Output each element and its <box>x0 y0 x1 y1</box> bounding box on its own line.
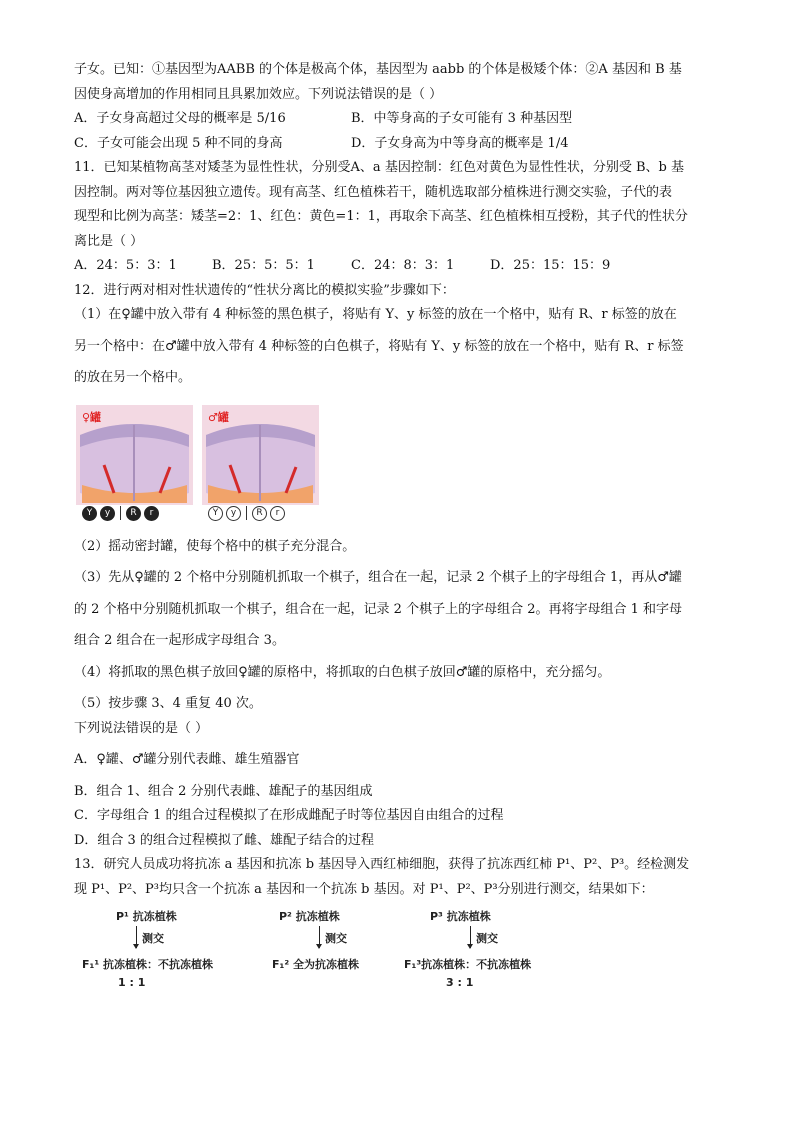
chip-row <box>208 506 285 521</box>
f1-ratio: 1 : 1 <box>118 976 146 989</box>
black-chip: y <box>100 506 115 521</box>
test-cross-diagram <box>74 908 734 1000</box>
p2-label: P² 抗冻植株 <box>279 910 340 923</box>
text-line: （4）将抓取的黑色棋子放回♀罐的原格中，将抓取的白色棋子放回♂罐的原格中，充分摇匀。 <box>74 664 611 680</box>
option-c: C．字母组合 1 的组合过程模拟了在形成雌配子时等位基因自由组合的过程 <box>74 808 504 823</box>
male-jar-image <box>202 405 319 523</box>
option-b: B．中等身高的子女可能有 3 种基因型 <box>351 111 573 126</box>
option-a: A．24：5：3：1 <box>74 258 177 273</box>
down-arrow-icon <box>470 926 471 948</box>
black-chip: r <box>144 506 159 521</box>
text-line: 子女。已知：①基因型为AABB 的个体是极高个体，基因型为 aabb 的个体是极矮个体：②A 基因和 B 基 <box>74 62 682 77</box>
text-line: （2）摇动密封罐，使每个格中的棋子充分混合。 <box>74 538 356 554</box>
white-chip: R <box>252 506 267 521</box>
text-line: 13．研究人员成功将抗冻 a 基因和抗冻 b 基因导入西红柿细胞，获得了抗冻西红柿 P¹、P²、P³。经检测发 <box>74 857 690 872</box>
cross-label: 测交 <box>476 932 498 945</box>
black-chip: R <box>126 506 141 521</box>
divider <box>120 506 121 520</box>
jar-caption: ♂罐 <box>208 410 229 424</box>
jar-caption: ♀罐 <box>82 410 102 424</box>
q10-options-row2 <box>74 132 734 157</box>
chip-row <box>82 506 159 521</box>
down-arrow-icon <box>136 926 137 948</box>
black-chip: Y <box>82 506 97 521</box>
p1-label: P¹ 抗冻植株 <box>116 910 177 923</box>
jar-figure <box>76 405 734 523</box>
text-line: 离比是（ ） <box>74 233 144 249</box>
white-chip: y <box>226 506 241 521</box>
text-line: 另一个格中：在♂罐中放入带有 4 种标签的白色棋子，将贴有 Y、y 标签的放在一个格中，贴有 R、r 标签 <box>74 338 684 354</box>
option-c: C．24：8：3：1 <box>351 258 455 273</box>
option-a: A．子女身高超过父母的概率是 5/16 <box>74 111 286 126</box>
text-line: （3）先从♀罐的 2 个格中分别随机抓取一个棋子，组合在一起，记录 2 个棋子上的字母组合 1，再从♂罐 <box>74 570 682 585</box>
white-chip: Y <box>208 506 223 521</box>
text-line: （1）在♀罐中放入带有 4 种标签的黑色棋子，将贴有 Y、y 标签的放在一个格中，贴有 R、r 标签的放在 <box>74 307 677 322</box>
text-line: 现型和比例为高茎：矮茎=2：1、红色：黄色=1：1，再取余下高茎、红色植株相互授粉，其子代的性状分 <box>74 209 688 224</box>
cross-label: 测交 <box>325 932 347 945</box>
text-line: 下列说法错误的是（ ） <box>74 720 209 736</box>
option-b: B．25：5：5：1 <box>212 258 315 273</box>
q11-options <box>74 254 734 279</box>
text-line: （5）按步骤 3、4 重复 40 次。 <box>74 696 262 711</box>
q10-options-row1 <box>74 107 734 132</box>
document-page <box>74 58 734 1000</box>
f1-label: F₁¹ 抗冻植株：不抗冻植株 <box>82 958 213 971</box>
option-a: A．♀罐、♂罐分别代表雌、雄生殖器官 <box>74 752 300 767</box>
f3-label: F₁³抗冻植株：不抗冻植株 <box>404 958 532 971</box>
option-d: D．子女身高为中等身高的概率是 1/4 <box>351 135 569 151</box>
f2-label: F₁² 全为抗冻植株 <box>272 958 359 971</box>
text-line: 因使身高增加的作用相同且具累加效应。下列说法错误的是（ ） <box>74 86 443 102</box>
white-chip: r <box>270 506 285 521</box>
text-line: 现 P¹、P²、P³均只含一个抗冻 a 基因和一个抗冻 b 基因。对 P¹、P²、P³分别进行测交，结果如下： <box>74 881 654 897</box>
option-d: D．25：15：15：9 <box>490 258 611 273</box>
text-line: 组合 2 组合在一起形成字母组合 3。 <box>74 633 285 648</box>
f3-ratio: 3 : 1 <box>446 976 474 989</box>
text-line: 12．进行两对相对性状遗传的“性状分离比的模拟实验”步骤如下： <box>74 282 455 298</box>
female-jar-image <box>76 405 193 523</box>
down-arrow-icon <box>319 926 320 948</box>
text-line: 的放在另一个格中。 <box>74 370 192 385</box>
text-line: 11．已知某植物高茎对矮茎为显性性状，分别受A、a 基因控制：红色对黄色为显性性状，分别受 B、b 基 <box>74 160 684 175</box>
cross-label: 测交 <box>142 932 164 945</box>
option-c: C．子女可能会出现 5 种不同的身高 <box>74 135 283 151</box>
option-d: D．组合 3 的组合过程模拟了雌、雄配子结合的过程 <box>74 832 374 848</box>
p3-label: P³ 抗冻植株 <box>430 910 491 923</box>
text-line: 因控制。两对等位基因独立遗传。现有高茎、红色植株若干，随机选取部分植株进行测交实验，子代的表 <box>74 184 673 200</box>
divider <box>246 506 247 520</box>
text-line: 的 2 个格中分别随机抓取一个棋子，组合在一起，记录 2 个棋子上的字母组合 2。再将字母组合 1 和字母 <box>74 601 683 617</box>
option-b: B．组合 1、组合 2 分别代表雌、雄配子的基因组成 <box>74 783 373 799</box>
